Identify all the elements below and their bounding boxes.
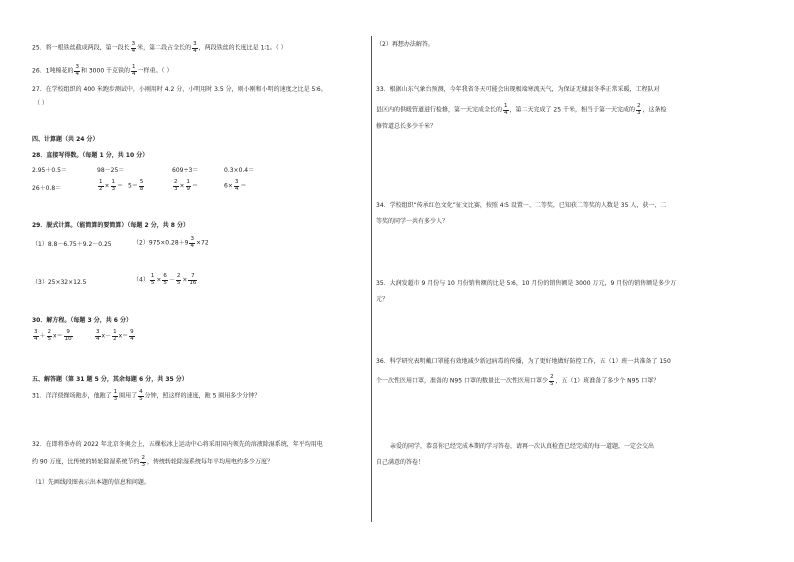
fraction: $\frac{3}{4}$ (131, 41, 136, 54)
fraction: $\frac{9}{4}$ (130, 329, 134, 342)
fraction: $\frac{2}{5}$ (176, 273, 181, 286)
q29-item-4: （4） $\frac{1}{5}$ × $\frac{6}{5}$ － $\frac{2}{5}$ × $\frac{7}{16}$ (133, 273, 197, 286)
question-32-part-2: （2）再想办法解答。 (376, 41, 434, 48)
q28-item: 609÷3＝ (172, 167, 199, 174)
fraction: $\frac{3}{4}$ (190, 236, 194, 249)
fraction: $\frac{5}{8}$ (139, 179, 144, 192)
fraction: $\frac{1}{3}$ (113, 389, 118, 402)
fraction: $\frac{1}{2}$ (113, 329, 117, 342)
fraction: $\frac{1}{2}$ (99, 179, 103, 192)
q30-equation-1: $\frac{3}{4}$ ＋ $\frac{2}{5}$ x＝ $\frac{9}{10}$ (34, 329, 72, 342)
question-34-line-2: 等奖的同学一共有多少人？ (376, 218, 449, 225)
fraction: $\frac{1}{3}$ (111, 179, 116, 192)
q28-item: 6× $\frac{3}{4}$ ＝ (224, 179, 247, 192)
fraction: $\frac{1}{4}$ (132, 64, 136, 77)
q29-item-2: （2）975×0.28＋9 $\frac{3}{4}$ ×72 (133, 236, 209, 249)
q30-equation-2: $\frac{3}{4}$ x－ $\frac{1}{2}$ x＝ $\frac{9}{4}$ (96, 329, 134, 342)
question-35-line-1: 35．大润发超市 9 月份与 10 月份销售额的比是 5∶6，10 月份的销售额是 3000 万元，9 月份的销售额是多少万 (376, 280, 677, 287)
fraction: $\frac{2}{3}$ (174, 179, 178, 192)
question-25: 25．将一根铁丝截成两段，第一段长 $\frac{3}{4}$ 米，第二段占全长的 $\frac{3}{4}$ ，两段铁丝的长度比是 1∶1。（ ） (32, 41, 287, 54)
q28-item: $\frac{1}{2}$ × $\frac{1}{3}$ ＝ (99, 179, 124, 192)
question-32-part-1: （1）先画线段图表示出本题的信息和问题。 (32, 479, 150, 486)
question-30-title: 30．解方程。（每题 3 分，共 6 分） (32, 317, 133, 324)
fraction: $\frac{3}{4}$ (75, 64, 79, 77)
fraction: $\frac{4}{5}$ (139, 389, 143, 402)
fraction: $\frac{2}{3}$ (636, 103, 641, 116)
fraction: $\frac{1}{9}$ (186, 179, 191, 192)
question-32-line-1: 32．在即将举办的 2022 年北京冬奥会上，五棵松冰上运动中心将采用国内领先的溶液除湿系统，年平均用电 (32, 441, 323, 448)
fraction: $\frac{2}{5}$ (549, 374, 554, 387)
fraction: $\frac{3}{4}$ (96, 329, 100, 342)
question-28-title: 28．直接写得数。（每题 1 分，共 10 分） (32, 152, 149, 159)
question-32-line-2: 约 90 万度，比传统的转轮除湿系统节约 $\frac{2}{3}$ ，传统转轮除湿系统每年平均用电约多少万度？ (32, 455, 273, 468)
q28-item: 2.95＋0.5＝ (32, 167, 67, 174)
question-27: 27．在学校组织的 400 米跑步测试中，小刚用时 4.2 分，小明用时 3.5 分，则小刚和小明的速度之比是 5∶6。 (32, 86, 327, 93)
question-36-line-2: 个一次性医用口罩，准备的 N95 口罩的数量比一次性医用口罩少 $\frac{2}{5}$ ，五（1）班准备了多少个 N95 口罩？ (376, 374, 660, 387)
fraction: $\frac{1}{4}$ (504, 103, 508, 116)
column-divider (371, 36, 372, 522)
fraction: $\frac{6}{5}$ (163, 273, 167, 286)
fraction: $\frac{1}{5}$ (150, 273, 155, 286)
fraction: $\frac{3}{4}$ (193, 41, 197, 54)
fraction: $\frac{9}{10}$ (64, 329, 72, 342)
fraction: $\frac{2}{5}$ (47, 329, 52, 342)
fraction: $\frac{2}{3}$ (141, 455, 145, 468)
question-33-line-2: 县区内的供暖管道进行检修，第一天完成全长的 $\frac{1}{4}$ ，第二天完成了 25 千米，相当于第一天完成的 $\frac{2}{3}$ ，这条检 (376, 103, 667, 116)
question-31: 31．洋洋绕操场跑步，他跑了 $\frac{1}{3}$ 圈用了 $\frac{4}{5}$ 分钟，照这样的速度，跑 5 圈用多少分钟？ (32, 389, 261, 402)
closing-message-line-1: 亲爱的同学，恭喜你已经完成本期的学习答卷，请再一次认真检查已经完成的每一道题，一定会交出 (390, 443, 655, 450)
q28-item: 5＝ $\frac{5}{8}$ (128, 179, 144, 192)
question-27-answer-blank: （ ） (34, 100, 48, 107)
fraction: $\frac{3}{4}$ (34, 329, 38, 342)
question-33-line-3: 修管道总长多少千米？ (376, 123, 437, 130)
question-29-title: 29．脱式计算。（能简算的要简算）（每题 2 分，共 8 分） (32, 222, 190, 229)
q28-item: 98－25＝ (97, 167, 125, 174)
q28-item: 26＋0.8＝ (32, 185, 62, 192)
q28-item: 0.3×0.4＝ (224, 167, 255, 174)
question-26: 26．1吨棉花的 $\frac{3}{4}$ 和 3000 千克铁的 $\frac{1}{4}$ 一样重。（ ） (32, 64, 173, 77)
section-5-heading: 五、解答题（第 31 题 5 分，其余每题 6 分，共 35 分） (32, 376, 188, 383)
section-4-heading: 四、计算题（共 24 分） (32, 136, 99, 143)
closing-message-line-2: 自己满意的答卷！ (376, 459, 425, 466)
question-36-line-1: 36．科学研究表明戴口罩能有效地减少新冠病毒的传播，为了更好地做好防控工作，五（1）班一共准备了 150 (376, 358, 671, 365)
q28-item: $\frac{2}{3}$ × $\frac{1}{9}$ ＝ (174, 179, 199, 192)
question-35-line-2: 元？ (376, 296, 389, 303)
q29-item-3: （3）25×32×12.5 (32, 279, 87, 286)
fraction: $\frac{7}{16}$ (189, 273, 197, 286)
question-33-line-1: 33．根据山东气象台预测，今年我省冬天可能会出现极端寒流天气，为保证无棣县冬季正常采暖，工程队对 (376, 86, 660, 93)
fraction: $\frac{3}{4}$ (234, 179, 239, 192)
q29-item-1: （1）8.8－6.75＋9.2－0.25 (32, 241, 112, 248)
question-34-line-1: 34．学校组织“传承红色文化”征文比赛，按照 4∶5 设置一、二等奖，已知获二等奖的人数是 35 人，获一、二 (376, 202, 667, 209)
